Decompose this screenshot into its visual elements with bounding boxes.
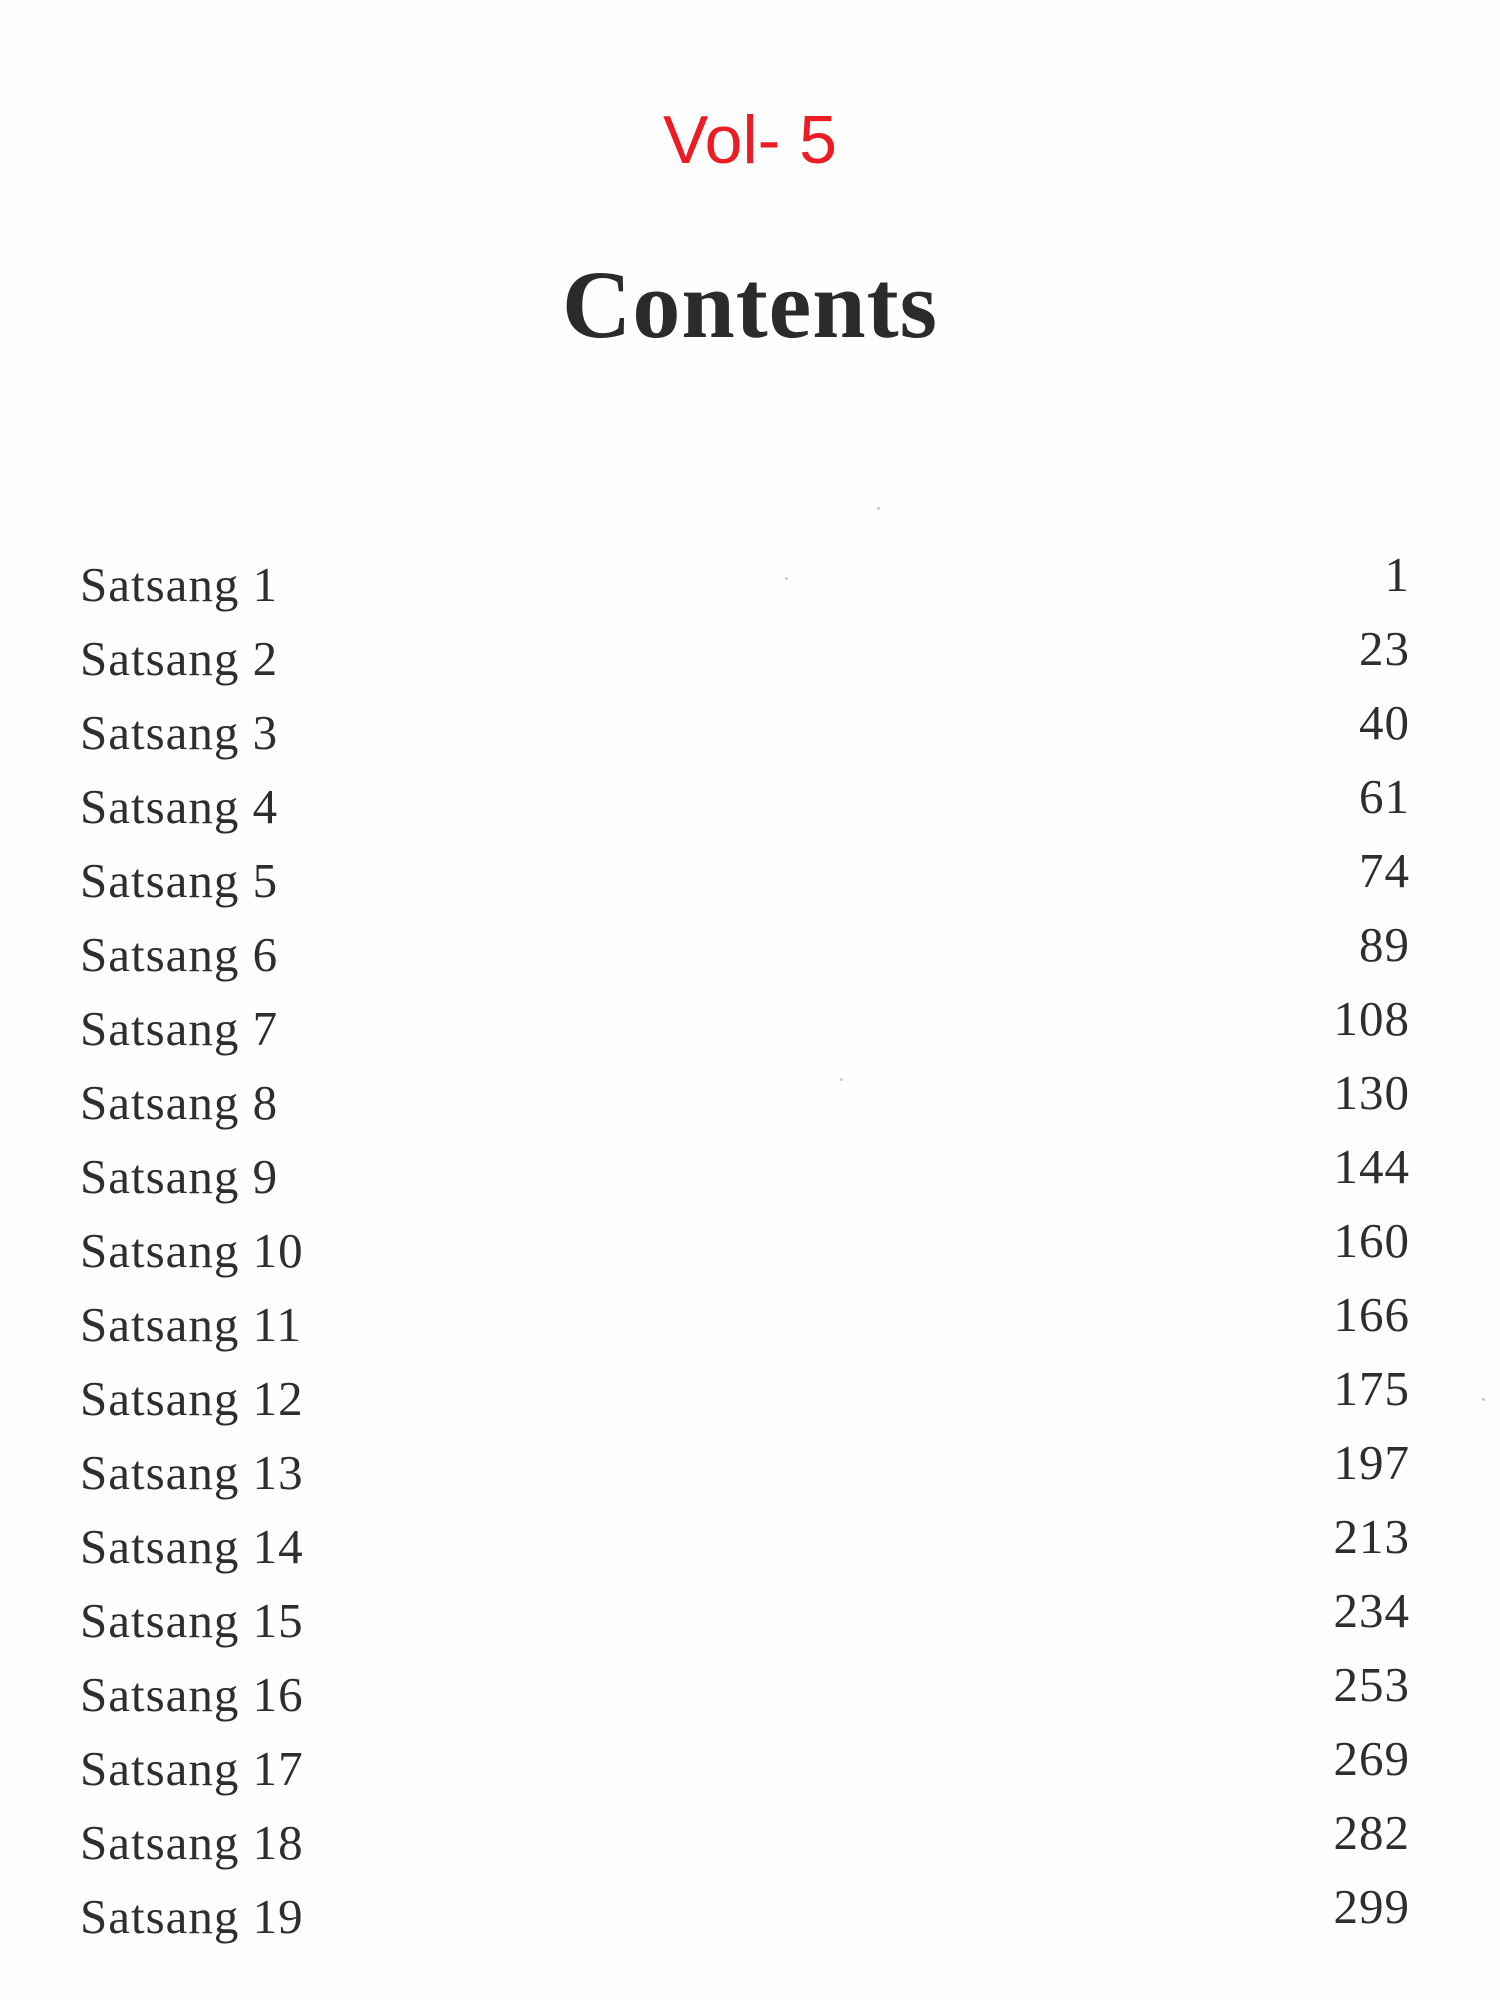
toc-entry-page: 89: [1359, 917, 1410, 972]
toc-entry[interactable]: [80, 1066, 1410, 1140]
toc-entry-page: 23: [1359, 621, 1410, 676]
toc-entry-page: 234: [1333, 1583, 1410, 1638]
toc-entry[interactable]: [80, 1140, 1410, 1214]
toc-entry-title: Satsang 8: [80, 1075, 279, 1130]
toc-entry[interactable]: [80, 1288, 1410, 1362]
toc-entry-page: 130: [1333, 1065, 1410, 1120]
paper-speck: [877, 507, 880, 510]
toc-entry-title: Satsang 1: [80, 557, 279, 612]
toc-entry[interactable]: [80, 696, 1410, 770]
toc-entry[interactable]: [80, 1732, 1410, 1806]
page-title: Contents: [561, 251, 938, 358]
toc-entry-page: 282: [1333, 1805, 1410, 1860]
toc-entry-title: Satsang 15: [80, 1593, 304, 1648]
toc-entry-page: 74: [1359, 843, 1410, 898]
toc-entry-title: Satsang 5: [80, 853, 279, 908]
toc-entry[interactable]: [80, 1362, 1410, 1436]
toc-entry[interactable]: [80, 1436, 1410, 1510]
toc-entry-page: 253: [1333, 1657, 1410, 1712]
toc-entry[interactable]: [80, 1880, 1410, 1954]
toc-entry-page: 175: [1333, 1361, 1410, 1416]
toc-entry[interactable]: [80, 1584, 1410, 1658]
toc-entry-page: 108: [1333, 991, 1410, 1046]
toc-entry-title: Satsang 16: [80, 1667, 304, 1722]
toc-entry-title: Satsang 3: [80, 705, 279, 760]
volume-label: Vol- 5: [663, 102, 837, 178]
toc-entry[interactable]: [80, 548, 1410, 622]
toc-entry-title: Satsang 4: [80, 779, 279, 834]
toc-entry-title: Satsang 14: [80, 1519, 304, 1574]
toc-entry-title: Satsang 12: [80, 1371, 304, 1426]
toc-entry[interactable]: [80, 1658, 1410, 1732]
table-of-contents: [80, 548, 1410, 1954]
toc-entry-page: 213: [1333, 1509, 1410, 1564]
toc-entry-title: Satsang 11: [80, 1297, 302, 1352]
toc-entry[interactable]: [80, 622, 1410, 696]
toc-entry-title: Satsang 2: [80, 631, 279, 686]
toc-entry[interactable]: [80, 844, 1410, 918]
toc-entry[interactable]: [80, 992, 1410, 1066]
toc-entry[interactable]: [80, 918, 1410, 992]
toc-entry-title: Satsang 9: [80, 1149, 279, 1204]
toc-entry-page: 166: [1333, 1287, 1410, 1342]
toc-entry-title: Satsang 13: [80, 1445, 304, 1500]
toc-entry[interactable]: [80, 770, 1410, 844]
toc-entry-page: 299: [1333, 1879, 1410, 1934]
toc-entry-title: Satsang 10: [80, 1223, 304, 1278]
toc-entry-title: Satsang 18: [80, 1815, 304, 1870]
toc-entry-page: 40: [1359, 695, 1410, 750]
toc-entry[interactable]: [80, 1806, 1410, 1880]
toc-entry-page: 61: [1359, 769, 1410, 824]
toc-entry-page: 144: [1333, 1139, 1410, 1194]
toc-entry-page: 269: [1333, 1731, 1410, 1786]
toc-entry-page: 160: [1333, 1213, 1410, 1268]
toc-entry-title: Satsang 19: [80, 1889, 304, 1944]
toc-entry-title: Satsang 7: [80, 1001, 279, 1056]
toc-entry-title: Satsang 17: [80, 1741, 304, 1796]
toc-entry[interactable]: [80, 1214, 1410, 1288]
toc-entry-page: 197: [1333, 1435, 1410, 1490]
toc-entry-title: Satsang 6: [80, 927, 279, 982]
toc-entry-page: 1: [1384, 547, 1410, 602]
paper-speck: [1482, 1398, 1485, 1401]
toc-entry[interactable]: [80, 1510, 1410, 1584]
